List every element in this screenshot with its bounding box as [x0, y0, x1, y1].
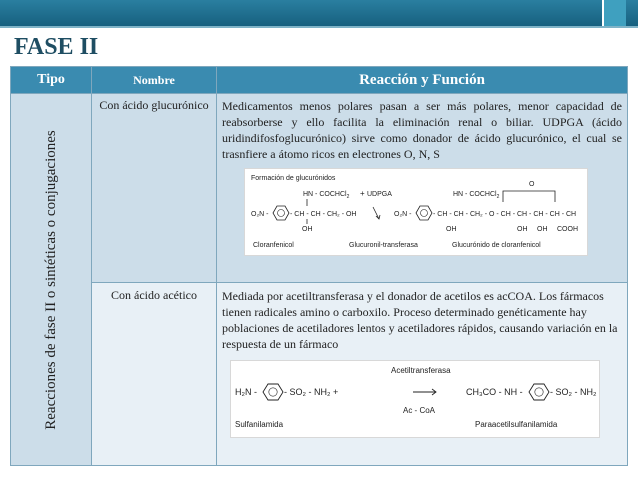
- benzene-ring-left-inner: [278, 210, 285, 217]
- right-cooh: COOH: [557, 226, 578, 233]
- phase-ii-table: [10, 66, 628, 466]
- reaction-arrow: [373, 207, 379, 219]
- benzene-ring-para: [529, 384, 549, 400]
- reaccion-cell-2: [217, 283, 628, 466]
- nombre-glucuronico: Con ácido glucurónico: [99, 98, 209, 112]
- left-o2n: O₂N -: [251, 211, 269, 218]
- plus-sign: +: [360, 189, 365, 198]
- benzene-ring-para-inner: [535, 388, 543, 396]
- left-oh: OH: [302, 226, 313, 233]
- table-header-row: [11, 67, 628, 94]
- right-oh-2: OH: [517, 226, 528, 233]
- table-row-acetico: [11, 283, 628, 466]
- figure-title: Formación de glucurónidos: [251, 175, 336, 182]
- reaccion-cell-1: [217, 94, 628, 283]
- slide-title: FASE II: [14, 34, 99, 60]
- label-paraacetilsulfanilamida: Paraacetilsulfanilamida: [475, 420, 558, 429]
- tipo-cell: [11, 94, 92, 466]
- right-oh-1: OH: [446, 226, 457, 233]
- label-cloranfenicol: Cloranfenicol: [253, 242, 294, 249]
- nombre-cell-2: [92, 283, 217, 466]
- header-reaccion: Reacción y Función: [217, 67, 628, 94]
- benzene-ring-left: [273, 206, 289, 220]
- top-banner-accent: [602, 0, 626, 26]
- benzene-ring-sulf-left-inner: [269, 388, 277, 396]
- label-glucuronil-transferasa: Glucuronil-transferasa: [349, 242, 418, 249]
- figure-acetilacion: [230, 360, 600, 438]
- nombre-acetico: Con ácido acético: [111, 288, 197, 302]
- figure-glucuronidos: [244, 168, 588, 256]
- header-tipo: Tipo: [11, 67, 92, 94]
- right-chain: - CH - CH - CH₂ - O - CH - CH - CH - CH - CH: [433, 211, 577, 218]
- benzene-ring-right-inner: [421, 210, 428, 217]
- top-banner: [0, 0, 638, 26]
- header-nombre: Nombre: [92, 67, 217, 94]
- glucuronide-ring-bracket: [503, 191, 555, 202]
- descripcion-acetico: Mediada por acetiltransferasa y el donador de acetilos es acCOA. Los fármacos tienen radicales amino o carboxilo. Proceso determinado genéticamente hay poblaciones de acetiladores lentos y acetiladores rápidos, causando variación en la respuesta de un fármaco: [222, 289, 618, 351]
- acetylation-reaction-diagram: [231, 361, 599, 437]
- right-ring-oxygen: O: [529, 181, 535, 188]
- para-right-so2: - SO₂ - NH₂: [550, 387, 597, 397]
- glucuronide-reaction-diagram: [245, 169, 587, 255]
- table-row-glucuronico: [11, 94, 628, 283]
- sulf-left-so2: - SO₂ - NH₂ +: [284, 387, 339, 397]
- sulf-left-h2n: H₂N -: [235, 387, 257, 397]
- right-top-group: HN - COCHCl$_2$: [453, 191, 500, 200]
- top-divider: [0, 26, 638, 28]
- label-glucuronido: Glucurónido de cloranfenicol: [452, 242, 541, 249]
- right-oh-3: OH: [537, 226, 548, 233]
- nombre-cell-1: [92, 94, 217, 283]
- left-top-group: HN - COCHCl$_2$: [303, 191, 350, 200]
- para-left-acetyl: CH₃CO - NH -: [466, 387, 523, 397]
- enzyme-acetiltransferasa: Acetiltransferasa: [391, 366, 451, 375]
- tipo-vertical-text: Reacciones de fase II o sintéticas o conjugaciones: [43, 129, 59, 430]
- benzene-ring-right: [416, 206, 432, 220]
- udpga-label: UDPGA: [367, 191, 392, 198]
- cofactor-acoa: Ac - CoA: [403, 406, 436, 415]
- right-o2n: O₂N -: [394, 211, 412, 218]
- left-chain: - CH - CH - CH₂ - OH: [290, 211, 357, 218]
- label-sulfanilamida: Sulfanilamida: [235, 420, 284, 429]
- benzene-ring-sulf-left: [263, 384, 283, 400]
- descripcion-glucuronico: Medicamentos menos polares pasan a ser más polares, menor capacidad de reabsorberse y ello facilita la eliminación renal o biliar. UDPGA (ácido uridindifosfoglucurónico) sirve como donador de ácido glucurónico, el cual se trasnfiere a átomo ricos en electrones O, N, S: [222, 99, 622, 161]
